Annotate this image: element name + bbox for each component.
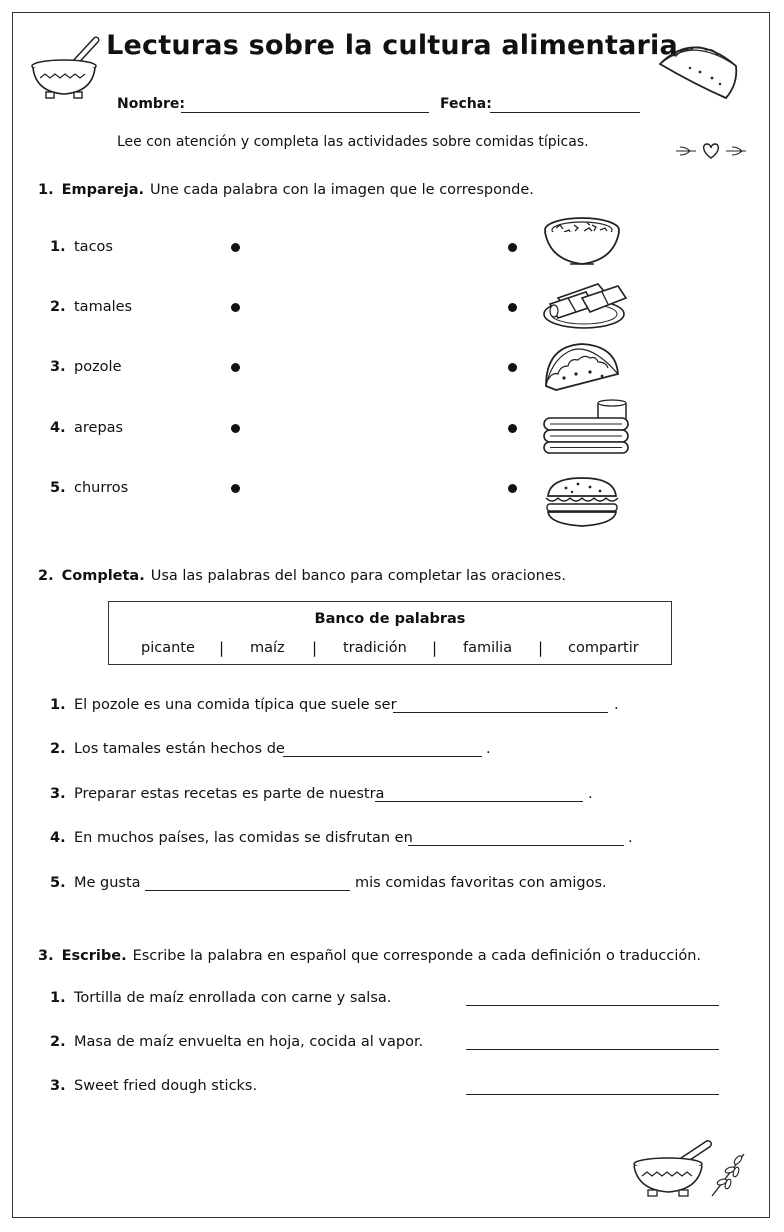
section-1-instruction: Une cada palabra con la imagen que le corresponde. [150,182,534,198]
section-2-heading [38,568,566,584]
word-bank-title: Banco de palabras [314,611,466,627]
definition-row: 3. Sweet fried dough sticks. [50,1078,258,1094]
match-dot-left[interactable] [231,484,240,493]
date-label: Fecha: [440,96,492,112]
section-3-heading [38,948,701,964]
section-1-number: 1. [38,182,54,198]
sentence-blank[interactable] [393,712,608,713]
page-title: Lecturas sobre la cultura alimentaria [106,30,678,61]
sentence-row: 1. El pozole es una comida típica que suele ser [50,697,397,713]
sentence-blank[interactable] [145,890,350,891]
match-dot-right[interactable] [508,424,517,433]
date-field[interactable] [490,112,640,113]
heart-flourish-icon [674,140,748,162]
answer-blank[interactable] [466,1005,719,1006]
match-word-row: 2. tamales [50,299,133,315]
match-dot-right[interactable] [508,303,517,312]
section-2-title: Completa. [61,568,145,584]
sentence-end: mis comidas favoritas con amigos. [355,875,607,891]
churros-icon [542,398,632,456]
name-field[interactable] [181,112,429,113]
word-bank [108,601,672,665]
match-dot-right[interactable] [508,243,517,252]
sentence-row: 4. En muchos países, las comidas se disfrutan en [50,830,413,846]
leaf-sprig-icon [708,1150,748,1198]
section-1-heading [38,182,534,198]
sentence-end: . [588,786,593,802]
tamales-icon [542,278,628,334]
name-label: Nombre: [117,96,185,112]
match-dot-left[interactable] [231,303,240,312]
definition-row: 2. Masa de maíz envuelta en hoja, cocida al vapor. [50,1034,424,1050]
sentence-blank[interactable] [283,756,482,757]
sentence-end: . [614,697,619,713]
taco-icon [542,338,622,394]
answer-blank[interactable] [466,1094,719,1095]
definition-row: 1. Tortilla de maíz enrollada con carne y salsa. [50,990,392,1006]
sentence-blank[interactable] [375,801,583,802]
match-dot-left[interactable] [231,243,240,252]
word-bank-separator: | [219,639,225,657]
sentence-end: . [628,830,633,846]
sentence-row: 5. Me gusta [50,875,141,891]
word-bank-word: picante [141,640,195,656]
instructions-text: Lee con atención y completa las actividades sobre comidas típicas. [117,134,589,150]
section-2-number: 2. [38,568,54,584]
section-1-title: Empareja. [61,182,145,198]
answer-blank[interactable] [466,1049,719,1050]
word-bank-word: familia [463,640,513,656]
sentence-row: 2. Los tamales están hechos de [50,741,285,757]
word-bank-separator: | [538,639,544,657]
word-bank-separator: | [312,639,318,657]
arepa-icon [542,474,622,532]
sentence-end: . [486,741,491,757]
section-3-instruction: Escribe la palabra en español que corresponde a cada definición o traducción. [132,948,702,964]
match-word-row: 5. churros [50,480,129,496]
word-bank-word: maíz [250,640,285,656]
match-word-row: 1. tacos [50,239,113,255]
sentence-row: 3. Preparar estas recetas es parte de nuestra [50,786,385,802]
section-3-title: Escribe. [61,948,127,964]
section-3-number: 3. [38,948,54,964]
match-dot-right[interactable] [508,363,517,372]
word-bank-word: compartir [568,640,639,656]
mortar-pestle-icon [630,1136,714,1202]
match-word-row: 4. arepas [50,420,124,436]
section-2-instruction: Usa las palabras del banco para completar las oraciones. [150,568,566,584]
word-bank-separator: | [432,639,438,657]
sentence-blank[interactable] [408,845,624,846]
match-dot-left[interactable] [231,363,240,372]
pozole-bowl-icon [542,212,622,270]
match-dot-right[interactable] [508,484,517,493]
word-bank-word: tradición [343,640,407,656]
match-dot-left[interactable] [231,424,240,433]
match-word-row: 3. pozole [50,359,122,375]
